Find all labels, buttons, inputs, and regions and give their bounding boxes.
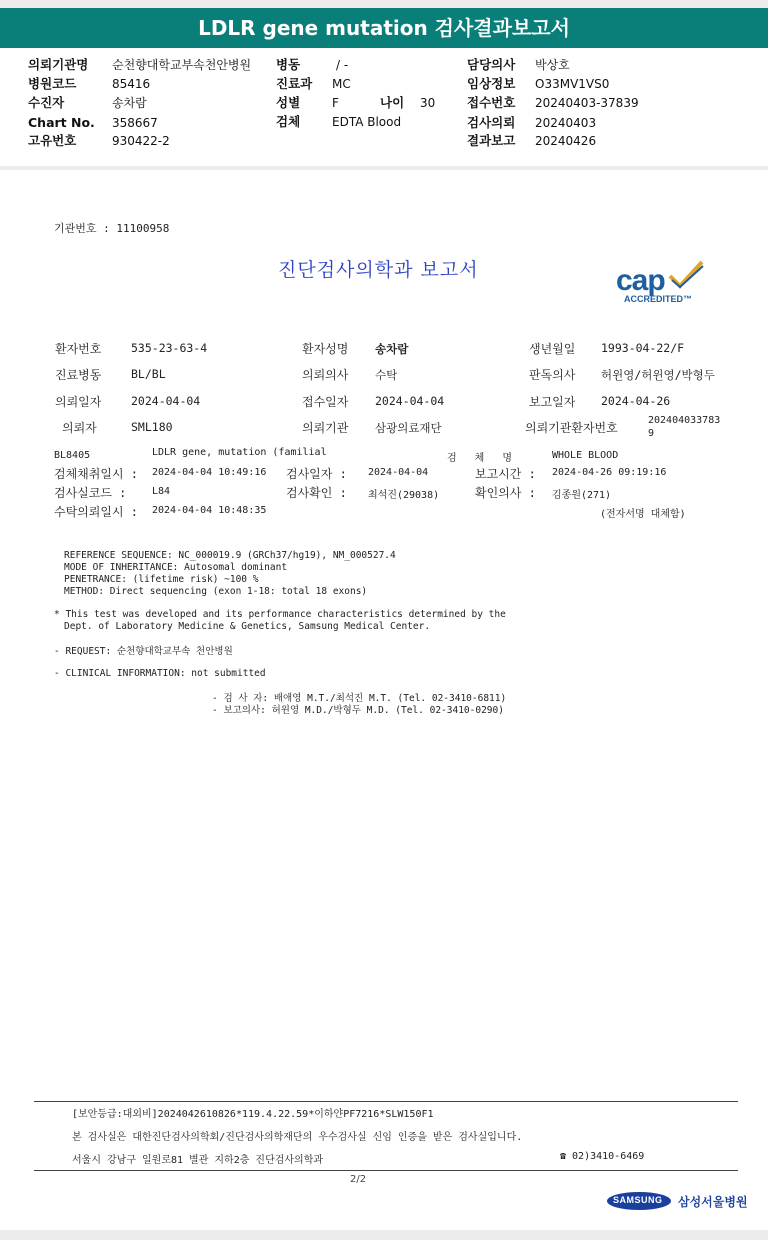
checkmark-icon (666, 260, 706, 290)
page-number: 2/2 (350, 1174, 367, 1185)
info-value: 송차람 (112, 96, 147, 110)
patient-label: 의뢰의사 (302, 368, 349, 382)
info-label: 임상정보 (467, 76, 516, 91)
specimen-value: WHOLE BLOOD (552, 450, 619, 461)
patient-value: 2024-04-26 (601, 394, 671, 408)
samsung-logo (607, 1190, 667, 1212)
info-value: 930422-2 (112, 134, 170, 148)
info-value: 20240426 (535, 134, 597, 148)
test-value: 2024-04-04 10:49:16 (152, 467, 267, 478)
info-label: 병동 (276, 57, 301, 72)
report-title: LDLR gene mutation 검사결과보고서 (198, 16, 570, 40)
info-value: EDTA Blood (332, 115, 402, 129)
lab-address: 서울시 강남구 일원로81 별관 지하2층 진단검사의학과 (72, 1155, 324, 1166)
patient-value-continued: 9 (648, 428, 655, 439)
test-code: BL8405 (54, 450, 91, 461)
info-label: 병원코드 (28, 76, 77, 91)
patient-value: 허윈영/허윈영/박형두 (601, 368, 715, 382)
patient-label: 보고일자 (529, 395, 576, 409)
test-note-continued: Dept. of Laboratory Medicine & Genetics, Samsung Medical Center. (64, 621, 431, 632)
info-label: 담당의사 (467, 57, 516, 72)
info-value: 30 (420, 96, 436, 110)
institution-number: 기관번호 : 11100958 (54, 222, 170, 235)
test-name: LDLR gene, mutation (familial (152, 447, 327, 458)
penetrance: PENETRANCE: (lifetime risk) ~100 % (64, 574, 259, 585)
info-label: 검사의뢰 (467, 115, 516, 130)
info-value: F (332, 96, 339, 110)
info-value: 85416 (112, 77, 151, 91)
patient-label: 의뢰기관환자번호 (525, 421, 618, 435)
test-value: 2024-04-26 09:19:16 (552, 467, 667, 478)
patient-value: 수탁 (375, 368, 398, 382)
info-label: Chart No. (28, 115, 95, 130)
info-label: 결과보고 (467, 133, 516, 148)
info-value: 358667 (112, 116, 158, 130)
info-value: 박상호 (535, 58, 570, 72)
patient-value: 2024-04-04 (375, 394, 445, 408)
cap-accredited-text: ACCREDITED™ (624, 294, 693, 304)
test-label: 검체채취일시 : (54, 467, 139, 481)
examiner-line: - 검 사 자: 배애영 M.T./최석진 M.T. (Tel. 02-3410-6811) (212, 693, 507, 704)
patient-value: 삼광의료재단 (375, 421, 442, 435)
test-value: 2024-04-04 (368, 467, 429, 478)
patient-label: 환자성명 (302, 342, 349, 356)
test-value: L84 (152, 486, 171, 497)
patient-value: 2024-04-04 (131, 394, 201, 408)
cap-accredited-logo (612, 262, 712, 306)
patient-value: BL/BL (131, 367, 166, 381)
info-value: 순천향대학교부속천안병원 (112, 58, 252, 72)
test-label: 보고시간 : (475, 467, 536, 481)
reporter-line: - 보고의사: 허윈영 M.D./박형두 M.D. (Tel. 02-3410-0290) (212, 705, 504, 716)
info-value: O33MV1VS0 (535, 77, 610, 91)
patient-label: 생년월일 (529, 342, 576, 356)
info-value: / - (336, 58, 349, 72)
test-value: 김종원(271) (552, 490, 612, 501)
test-label: 수탁의뢰일시 : (54, 505, 139, 519)
info-value: MC (332, 77, 351, 91)
test-label: 검사실코드 : (54, 486, 127, 500)
patient-value: 202404033783 (648, 415, 721, 426)
mode-of-inheritance: MODE OF INHERITANCE: Autosomal dominant (64, 562, 288, 573)
patient-label: 판독의사 (529, 368, 576, 382)
test-label: 검사확인 : (286, 486, 347, 500)
info-label: 나이 (380, 95, 405, 110)
method: METHOD: Direct sequencing (exon 1-18: total 18 exons) (64, 586, 368, 597)
patient-value: 1993-04-22/F (601, 341, 685, 355)
patient-label: 의뢰자 (62, 421, 97, 435)
patient-value: 송차람 (375, 342, 409, 356)
test-label: 확인의사 : (475, 486, 536, 500)
reference-sequence: REFERENCE SEQUENCE: NC_000019.9 (GRCh37/hg19), NM_000527.4 (64, 550, 396, 561)
cap-logo-text: cap (616, 264, 665, 297)
hospital-name: 삼성서울병원 (678, 1195, 748, 1209)
patient-label: 접수일자 (302, 395, 349, 409)
security-line: [보안등급:대외비]2024042610826*119.4.22.59*이하얀PF7216*SLW150F1 (72, 1109, 434, 1120)
info-value: 20240403 (535, 116, 597, 130)
info-value: 20240403-37839 (535, 96, 639, 110)
info-label: 진료과 (276, 76, 313, 91)
request-line: - REQUEST: 순천향대학교부속 천안병원 (54, 646, 233, 657)
footer-divider (34, 1170, 738, 1171)
lab-phone: ☎ 02)3410-6469 (560, 1151, 645, 1162)
patient-value: SML180 (131, 420, 173, 434)
electronic-signature-note: (전자서명 대체함) (600, 509, 686, 520)
patient-label: 의뢰일자 (55, 395, 102, 409)
info-label: 고유번호 (28, 133, 77, 148)
report-doc-title: 진단검사의학과 보고서 (278, 259, 479, 281)
test-value: 최석진(29038) (368, 490, 440, 501)
info-label: 의뢰기관명 (28, 57, 89, 72)
report-header (0, 8, 768, 48)
report-document (0, 170, 768, 1230)
test-value: 2024-04-04 10:48:35 (152, 505, 267, 516)
patient-value: 535-23-63-4 (131, 341, 208, 355)
info-label: 검체 (276, 114, 301, 129)
patient-label: 의뢰기관 (302, 421, 349, 435)
specimen-label: 검 체 명 (447, 453, 519, 464)
footer-divider (34, 1101, 738, 1102)
test-note: * This test was developed and its performance characteristics determined by the (54, 609, 506, 620)
info-label: 접수번호 (467, 95, 516, 110)
clinical-information-line: - CLINICAL INFORMATION: not submitted (54, 668, 266, 679)
samsung-logo-text: SAMSUNG (613, 1195, 663, 1205)
info-label: 성별 (276, 95, 301, 110)
certification-line: 본 검사실은 대한진단검사의학회/진단검사의학재단의 우수검사실 신임 인증을 받은 검사실입니다. (72, 1132, 523, 1143)
patient-info-panel (0, 48, 768, 166)
patient-label: 진료병동 (55, 368, 102, 382)
info-label: 수진자 (28, 95, 65, 110)
test-label: 검사일자 : (286, 467, 347, 481)
patient-label: 환자번호 (55, 342, 102, 356)
